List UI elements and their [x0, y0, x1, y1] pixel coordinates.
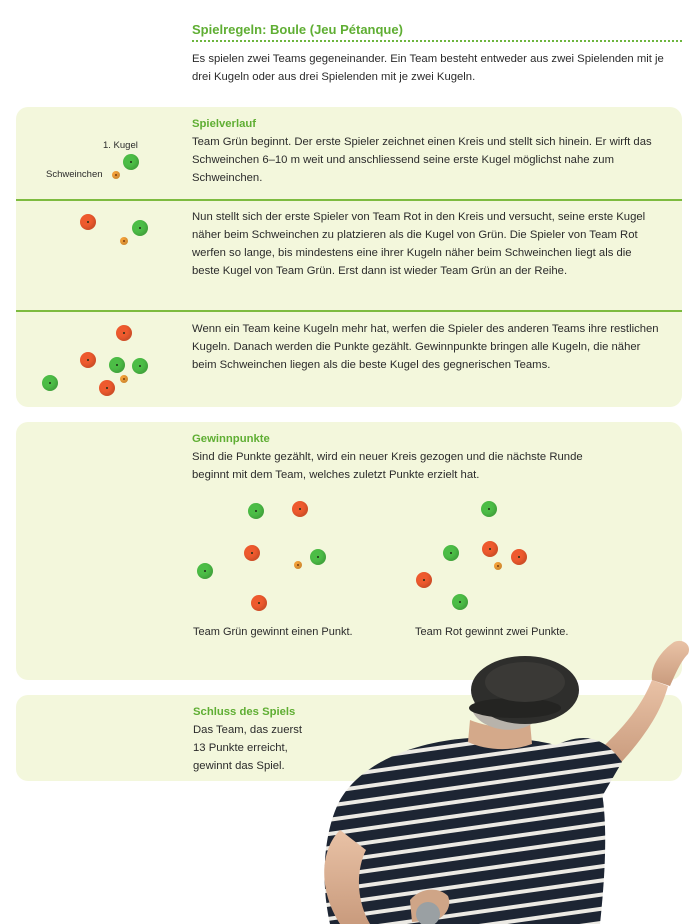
green-ball [452, 594, 468, 610]
step3-text: Wenn ein Team keine Kugeln mehr hat, werfen die Spieler des anderen Teams ihre restlichen Kugeln. Danach werden die Punkte gezählt. Gewinnpunkte bringen alle Kugeln, die näher beim Schweinchen liegen als die beste Kugel des gegnerischen Teams. [192, 323, 659, 371]
schweinchen-jack [120, 375, 128, 383]
gewinnpunkte-text: Sind die Punkte gezählt, wird ein neuer Kreis gezogen und die nächste Runde beginnt mit dem Team, welches zuletzt Punkte erzielt hat. [192, 451, 583, 481]
step-divider-1 [16, 199, 682, 201]
green-ball [310, 549, 326, 565]
step1-text: Team Grün beginnt. Der erste Spieler zeichnet einen Kreis und stellt sich hinein. Er wirft das Schweinchen 6–10 m weit und anschliessend seine erste Kugel möglichst nahe zum Schweinchen. [192, 136, 652, 184]
schweinchen-jack [120, 237, 128, 245]
step-divider-2 [16, 310, 682, 312]
red-ball [80, 352, 96, 368]
red-ball [482, 541, 498, 557]
red-ball [251, 595, 267, 611]
red-ball [511, 549, 527, 565]
green-ball [443, 545, 459, 561]
green-ball [123, 154, 139, 170]
caption-team-gruen: Team Grün gewinnt einen Punkt. [193, 626, 353, 638]
schweinchen-jack [494, 562, 502, 570]
caption-team-rot: Team Rot gewinnt zwei Punkte. [415, 626, 569, 638]
red-ball [244, 545, 260, 561]
green-ball [197, 563, 213, 579]
schluss-text: Das Team, das zuerst 13 Punkte erreicht, gewinnt das Spiel. [193, 724, 303, 772]
green-ball [42, 375, 58, 391]
green-ball [132, 358, 148, 374]
kugel-label: 1. Kugel [103, 140, 138, 151]
green-ball [248, 503, 264, 519]
red-ball [80, 214, 96, 230]
red-ball [99, 380, 115, 396]
red-ball [292, 501, 308, 517]
schluss-heading: Schluss des Spiels [193, 706, 296, 718]
red-ball [416, 572, 432, 588]
spielverlauf-heading: Spielverlauf [192, 118, 257, 130]
intro-text: Es spielen zwei Teams gegeneinander. Ein Team besteht entweder aus zwei Spielenden mit je drei Kugeln oder aus drei Spielenden mit je zwei Kugeln. [192, 53, 664, 83]
schweinchen-jack [294, 561, 302, 569]
red-ball [116, 325, 132, 341]
page-title: Spielregeln: Boule (Jeu Pétanque) [192, 22, 403, 37]
green-ball [109, 357, 125, 373]
green-ball [132, 220, 148, 236]
step2-text: Nun stellt sich der erste Spieler von Team Rot in den Kreis und versucht, seine erste Kugel näher beim Schweinchen zu platzieren als die Kugel von Grün. Die Spieler von Team Rot werfen so lange, bis mindestens eine ihrer Kugeln näher beim Schweinchen liegt als die beste Kugel von Team Grün. Erst dann ist wieder Team Grün an der Reihe. [192, 211, 646, 277]
gewinnpunkte-heading: Gewinnpunkte [192, 433, 270, 445]
boule-player-photo [300, 630, 700, 924]
green-ball [481, 501, 497, 517]
schweinchen-jack [112, 171, 120, 179]
title-divider [192, 40, 682, 42]
schweinchen-label: Schweinchen [46, 169, 103, 180]
